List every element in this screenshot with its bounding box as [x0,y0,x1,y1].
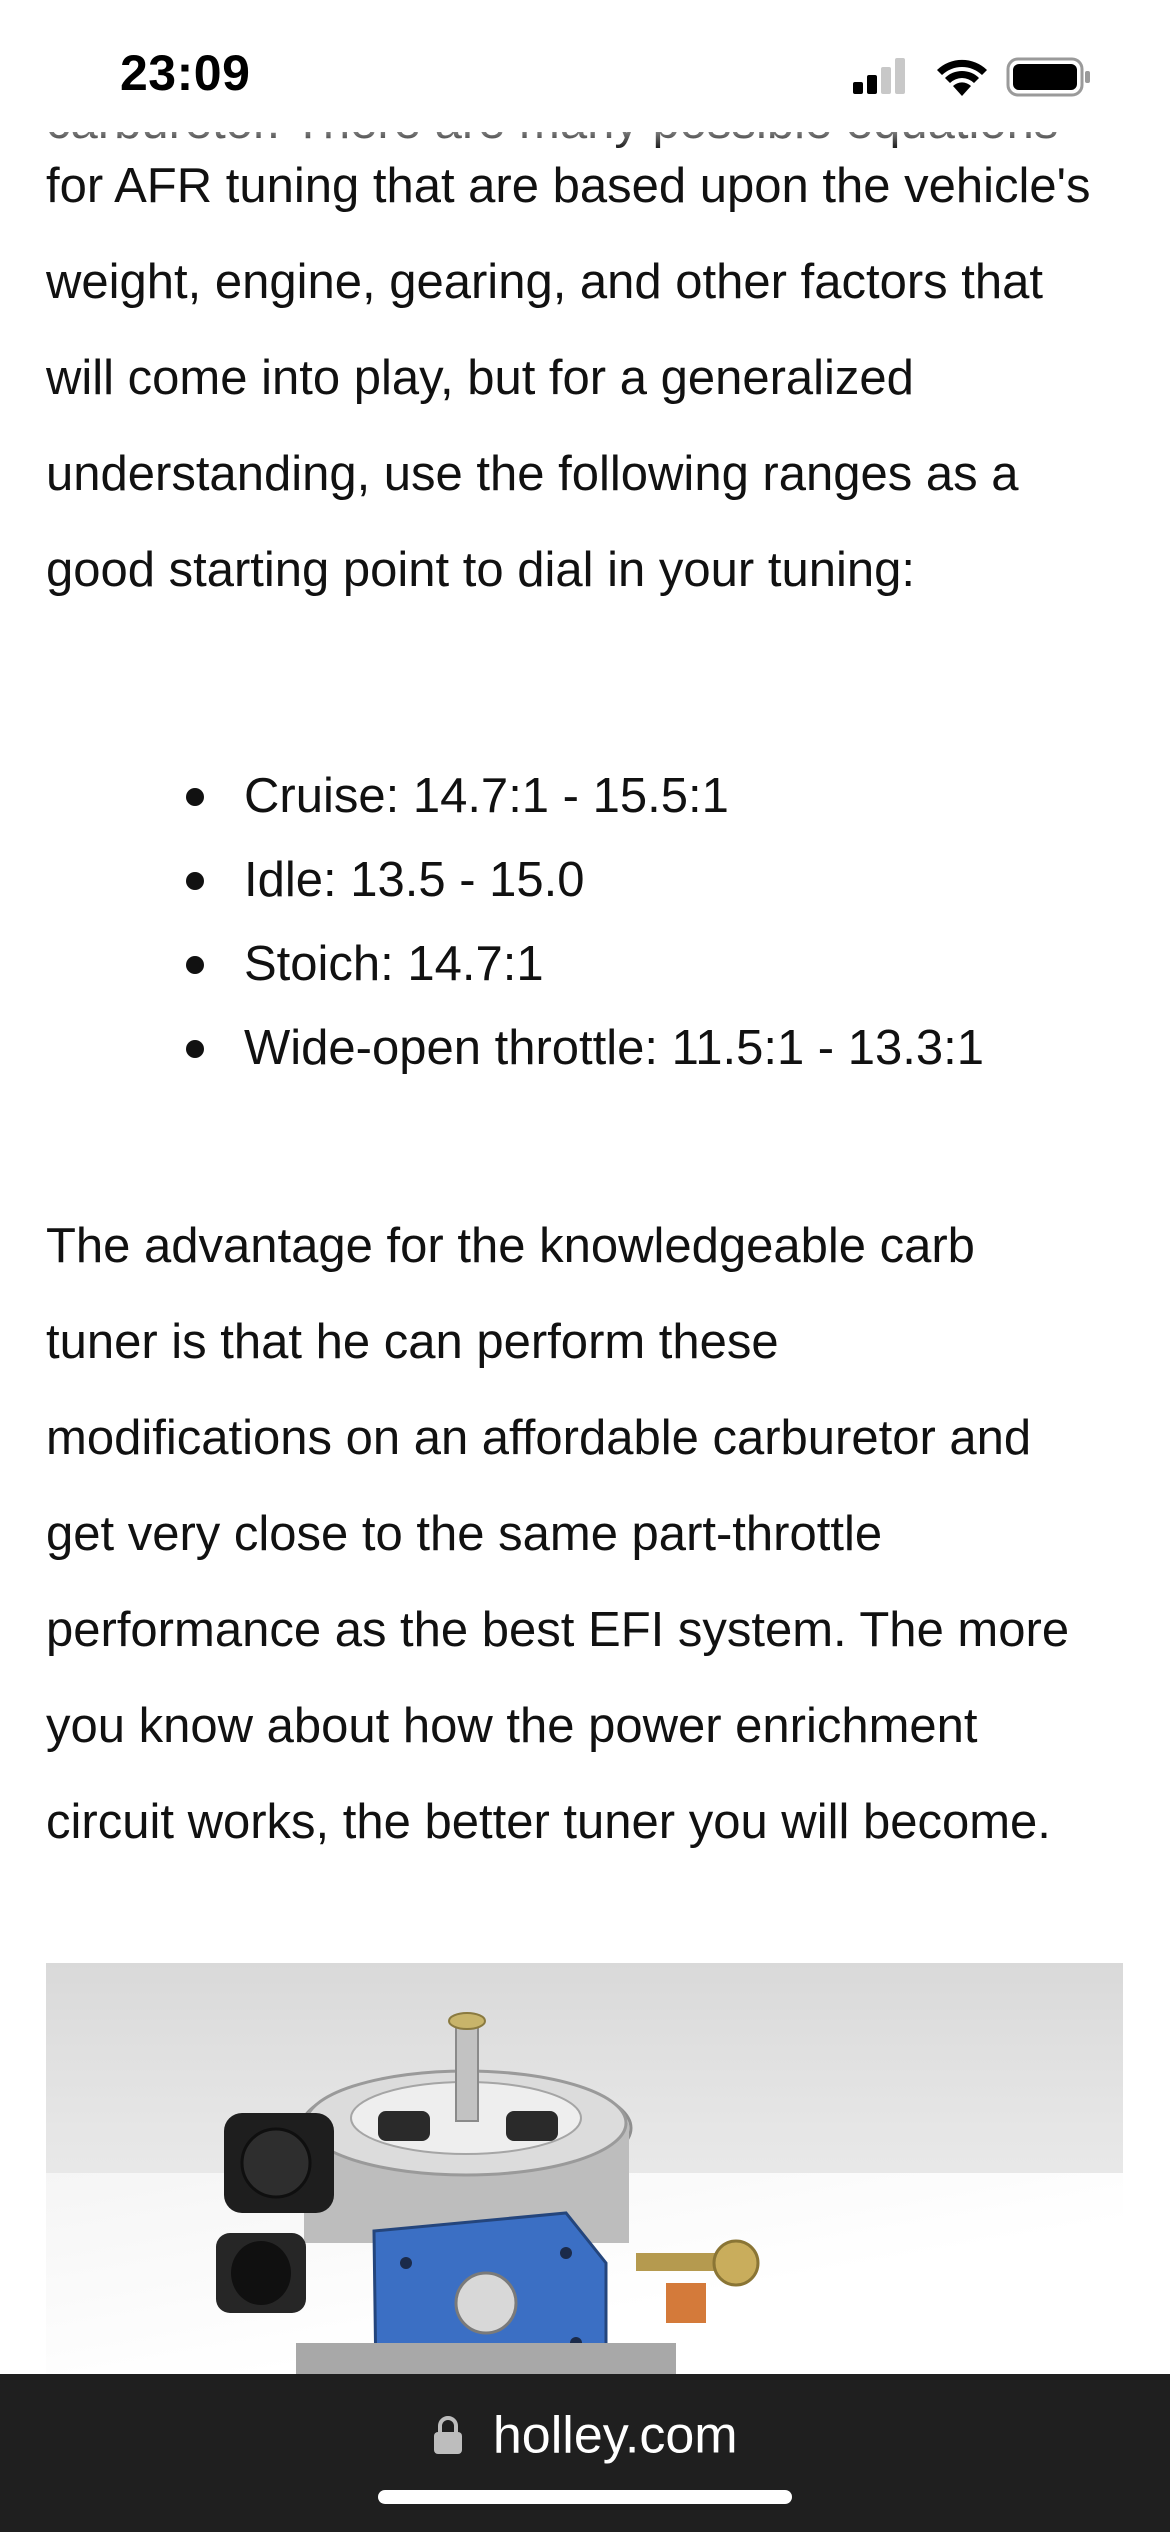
paragraph-line: circuit works, the better tuner you will become. [46,1795,1051,1849]
list-item-text: Idle: 13.5 - 15.0 [244,853,585,907]
address-display[interactable] [0,2402,1170,2465]
paragraph-line: modifications on an affordable carburetor and [46,1411,1032,1465]
advantage-paragraph [46,1198,1069,1870]
browser-url-bar[interactable] [0,2374,1170,2532]
bullet-icon [186,788,204,806]
list-item [46,922,984,1006]
intro-paragraph [46,138,1090,618]
afr-ranges-list [46,754,984,1090]
paragraph-line: get very close to the same part-throttle [46,1507,883,1561]
lock-icon [432,2414,464,2456]
carburetor-image[interactable] [46,1963,1123,2383]
list-item [46,838,984,922]
status-bar [0,0,1170,132]
paragraph-line: The advantage for the knowledgeable carb [46,1219,975,1273]
list-item [46,754,984,838]
cellular-signal-icon [851,56,911,96]
bullet-icon [186,956,204,974]
carburetor-illustration [46,1963,1123,2383]
wifi-icon [934,56,990,98]
home-indicator[interactable] [378,2490,792,2504]
bullet-icon [186,872,204,890]
paragraph-line: weight, engine, gearing, and other factors that [46,255,1043,309]
bullet-icon [186,1040,204,1058]
paragraph-line: tuner is that he can perform these [46,1315,779,1369]
paragraph-line: performance as the best EFI system. The more [46,1603,1070,1657]
paragraph-line: understanding, use the following ranges as a [46,447,1019,501]
url-text: holley.com [492,2406,738,2465]
clock-time: 23:09 [120,45,251,101]
paragraph-line: for AFR tuning that are based upon the vehicle's [46,159,1091,213]
list-item-text: Stoich: 14.7:1 [244,937,544,991]
list-item-text: Cruise: 14.7:1 - 15.5:1 [244,769,729,823]
paragraph-line: good starting point to dial in your tuning: [46,543,915,597]
battery-icon [1006,56,1092,98]
paragraph-line: you know about how the power enrichment [46,1699,978,1753]
paragraph-line: will come into play, but for a generalized [46,351,914,405]
list-item [46,1006,984,1090]
list-item-text: Wide-open throttle: 11.5:1 - 13.3:1 [244,1021,984,1075]
